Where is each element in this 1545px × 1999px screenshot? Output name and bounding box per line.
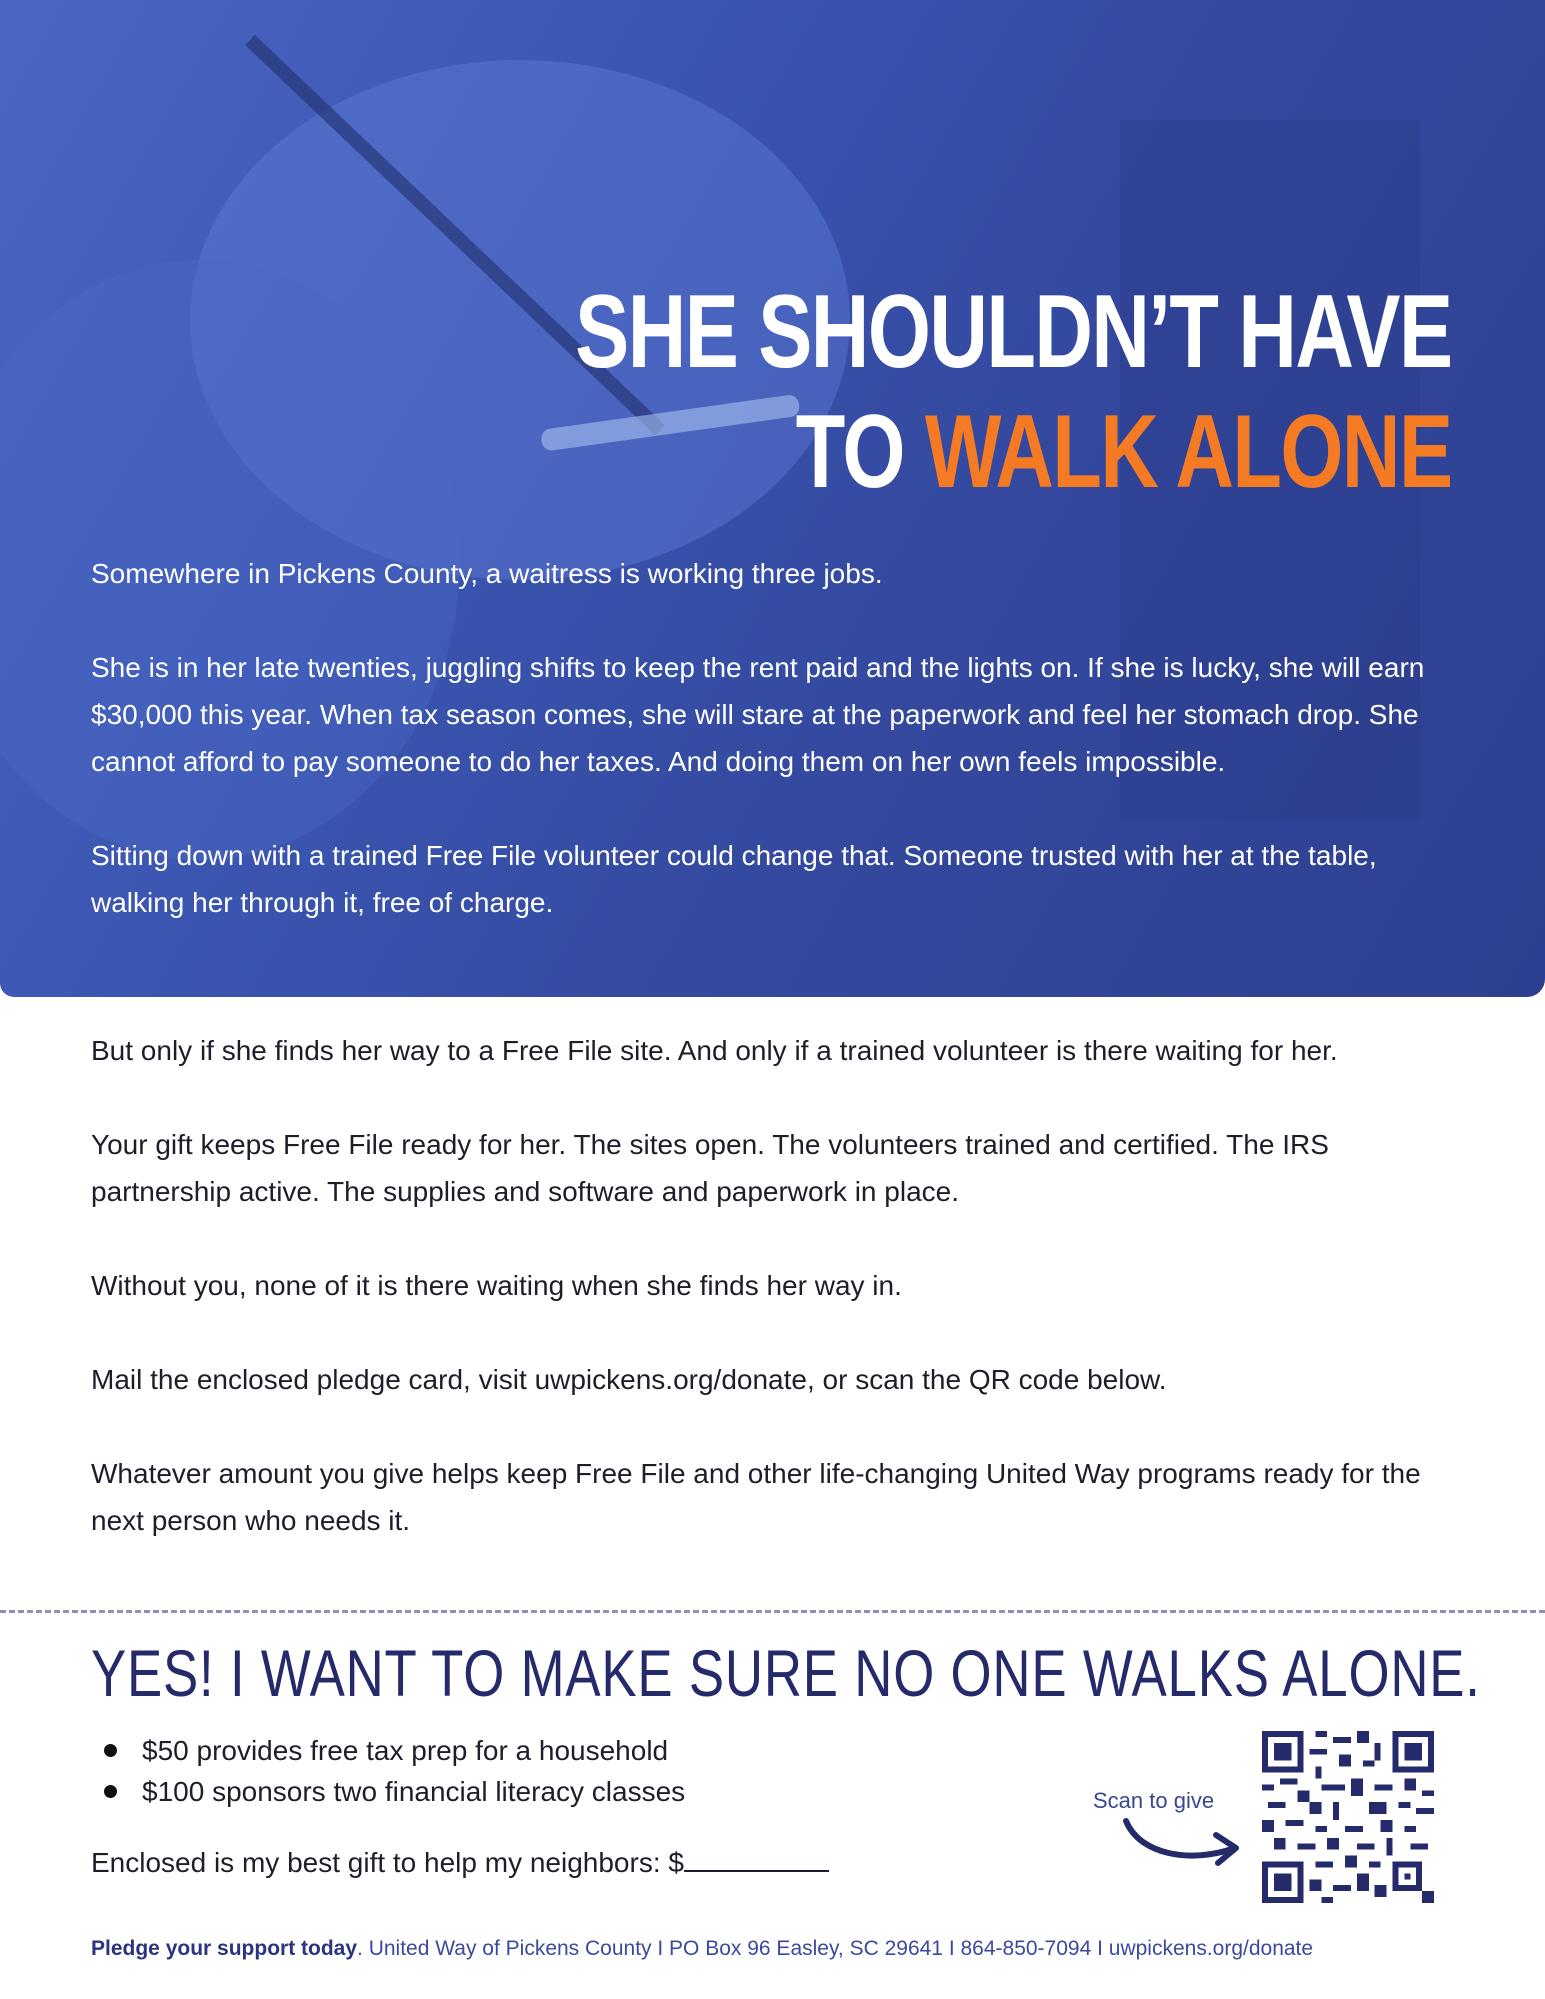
headline-line-1: SHE SHOULDN’T HAVE: [574, 274, 1451, 390]
footer-cta: Pledge your support today: [91, 1937, 358, 1960]
qr-code-icon[interactable]: [1262, 1731, 1434, 1903]
pledge-title: YES! I WANT TO MAKE SURE NO ONE WALKS ALONE.: [91, 1636, 1481, 1710]
footer-address: . United Way of Pickens County I PO Box 96 Easley, SC 29641 I 864-850-7094 I uwpickens.org/donate: [357, 1937, 1314, 1960]
headline-line-2: [575, 392, 1451, 512]
headline-to: TO: [795, 394, 904, 510]
footer-contact: [91, 1937, 1313, 1961]
bullet-dot-icon: [104, 1785, 117, 1798]
body-paragraph: Your gift keeps Free File ready for her. The sites open. The volunteers trained and certified. The IRS partnership active. The supplies and software and paperwork in place.: [91, 1129, 1329, 1207]
tear-off-divider: [0, 1610, 1545, 1613]
gift-level-text: $50 provides free tax prep for a household: [142, 1735, 669, 1766]
list-item: [96, 1730, 685, 1771]
bullet-dot-icon: [104, 1744, 117, 1757]
body-paragraph: Without you, none of it is there waiting when she finds her way in.: [91, 1270, 902, 1301]
headline: [575, 272, 1451, 512]
hero-story: [91, 550, 1471, 973]
hero-section: [0, 0, 1545, 997]
scan-to-give-label: Scan to give: [1093, 1788, 1215, 1813]
gift-levels-list: [96, 1730, 685, 1812]
appeal-body: [91, 1027, 1471, 1591]
headline-accent: WALK ALONE: [924, 394, 1451, 510]
hero-paragraph: Sitting down with a trained Free File volunteer could change that. Someone trusted with her at the table, walking her through it, free of charge.: [91, 840, 1377, 918]
body-paragraph: Mail the enclosed pledge card, visit uwpickens.org/donate, or scan the QR code below.: [91, 1364, 1167, 1395]
gift-amount-line: [91, 1844, 829, 1879]
list-item: [96, 1771, 685, 1812]
curved-arrow-icon: [1120, 1815, 1250, 1875]
body-paragraph: But only if she finds her way to a Free File site. And only if a trained volunteer is there waiting for her.: [91, 1035, 1338, 1066]
gift-level-text: $100 sponsors two financial literacy classes: [142, 1776, 686, 1807]
gift-amount-blank[interactable]: [684, 1844, 829, 1872]
body-paragraph: Whatever amount you give helps keep Free File and other life-changing United Way programs ready for the next person who needs it.: [91, 1458, 1421, 1536]
gift-amount-label: Enclosed is my best gift to help my neighbors: $: [91, 1847, 684, 1878]
hero-paragraph: She is in her late twenties, juggling shifts to keep the rent paid and the lights on. If she is lucky, she will earn $30,000 this year. When tax season comes, she will stare at the paperwork and feel her stomach drop. She cannot afford to pay someone to do her taxes. And doing them on her own feels impossible.: [91, 652, 1425, 777]
hero-paragraph: Somewhere in Pickens County, a waitress is working three jobs.: [91, 558, 883, 589]
